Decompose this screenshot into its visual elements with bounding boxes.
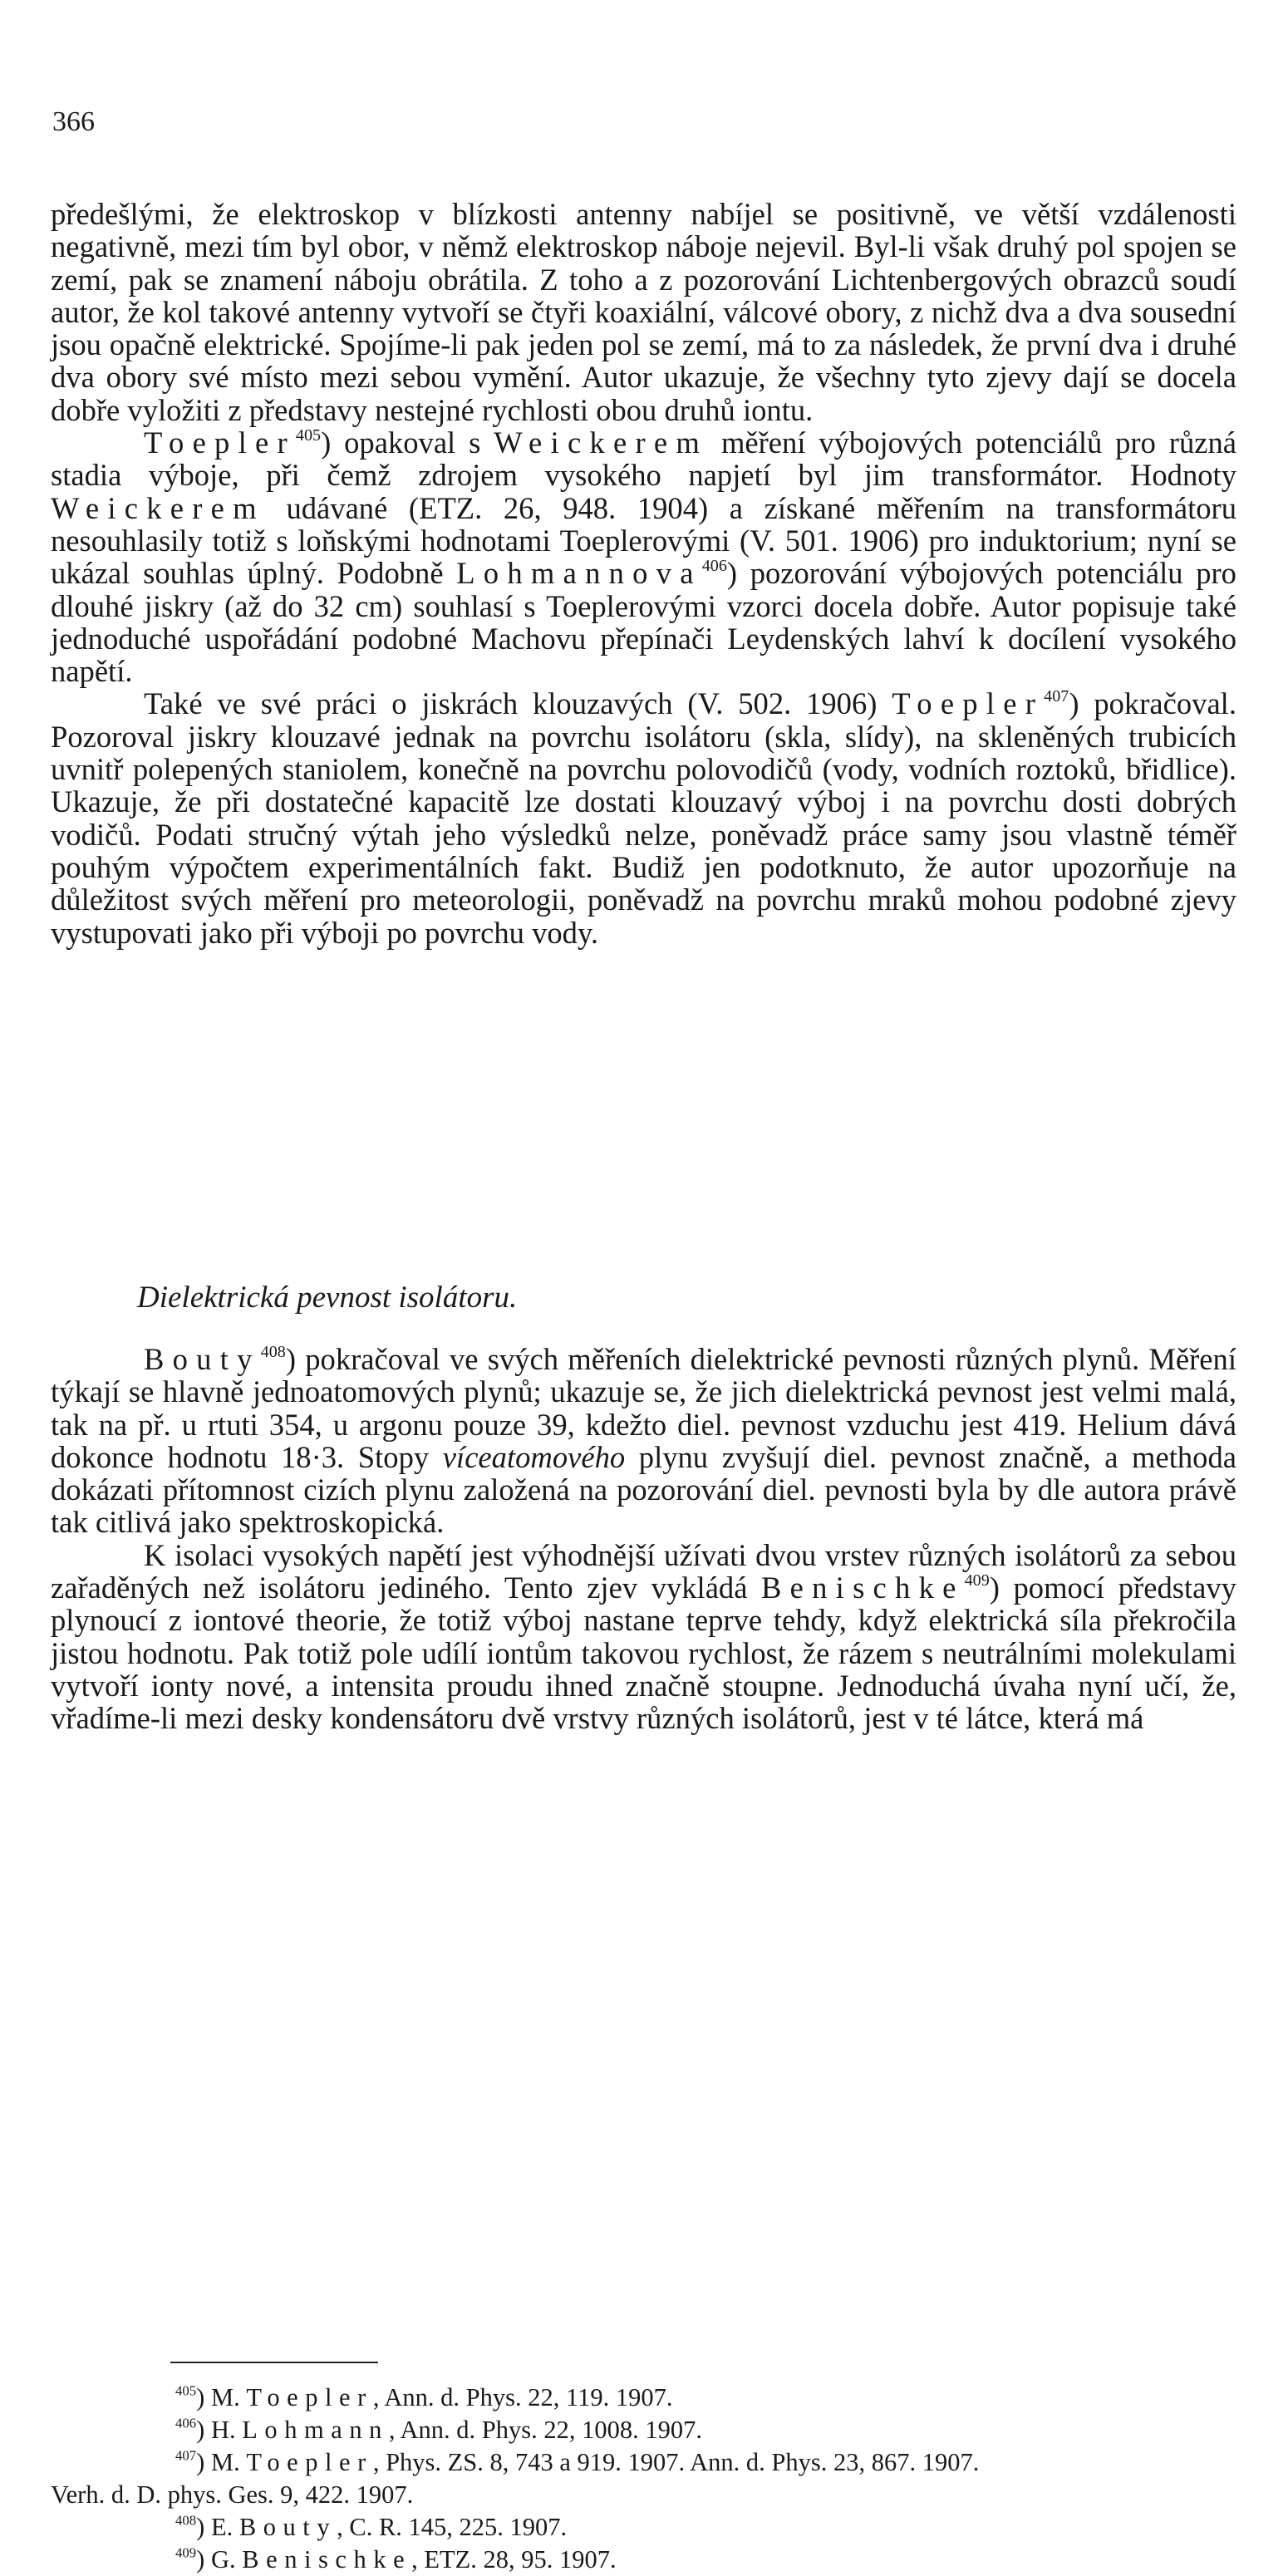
footnote-mark: 405	[175, 2382, 197, 2399]
author-name: Weickerem	[494, 425, 709, 460]
text-run: ) pozorování výbojových potenciálu pro dlouhé jiskry (až do 32 cm) souhlasí s Toeplerovými vzorci docela dobře. Autor popisuje také jednoduché uspořádání podobné Machovu přepínači Leydenských lahví k docílení vysokého napětí.	[51, 556, 1236, 689]
author-name: Toepler	[246, 2448, 373, 2476]
section-heading: Dielektrická pevnost isolátoru.	[137, 1281, 518, 1315]
author-name: Lohmannova	[456, 556, 702, 591]
footnotes	[51, 2382, 1236, 2576]
author-name: Weickerem	[51, 490, 265, 525]
paragraph-5	[51, 1539, 1236, 1735]
footnote-mark: 408	[175, 2512, 197, 2529]
text-run: ) pokračoval. Pozoroval jiskry klouzavé jednak na povrchu isolátoru (skla, slídy), na skleněných trubicích uvnitř polepených staniolem, konečně na povrchu polovodičů (vody, vodních roztoků, břidlice). Ukazuje, že při dostatečné kapacitě lze dostati klouzavý výboj i na povrchu dosti dobrých vodičů. Podati stručný výtah jeho výsledků nelze, poněvadž práce samy jsou vlastně téměř pouhým výpočtem experimentálních fakt. Budiž jen podotknuto, že autor upozorňuje na důležitost svých měření pro meteorologii, poněvadž na povrchu mraků mohou podobné zjevy vystupovati jako při výboji po povrchu vody.	[51, 686, 1236, 950]
footnote-409: $^{409}$) G. Benischke, ETZ. 28, 95. 1907.	[175, 2544, 617, 2574]
citation: , C. R. 145, 225. 1907.	[337, 2513, 568, 2541]
initial: H.	[210, 2416, 236, 2444]
page-number: 366	[52, 106, 95, 137]
text-run: udávané (ETZ. 26, 948. 1904) a získané měřením na transformátoru nesouhlasily totiž s loňskými hodnotami Toeplerovými (V. 501. 1906) pro induktorium; nyní se ukázal souhlas úplný. Podobně	[51, 490, 1236, 591]
author-name: Toepler	[892, 686, 1045, 721]
footnote-ref-408[interactable]: 408	[260, 1342, 286, 1361]
text-run: ) pomocí představy plynoucí z iontové theorie, že totiž výboj nastane teprve tehdy, když elektrická síla překročila jistou hodnotu. Pak totiž pole udílí iontům takovou rychlost, že rázem s neutrálními molekulami vytvoří ionty nové, a intensita proudu ihned značně stoupne. Jednoduchá úvaha nyní učí, že, vřadíme-li mezi desky kondensátoru dvě vrstvy různých isolátorů, jest v té látce, která má	[51, 1571, 1236, 1736]
footnote-mark: 409	[175, 2544, 197, 2561]
citation: , ETZ. 28, 95. 1907.	[411, 2545, 617, 2574]
paragraph-2	[51, 426, 1236, 687]
footnote-408: $^{408}$) E. Bouty, C. R. 145, 225. 1907.	[175, 2512, 568, 2541]
paragraph-3	[51, 687, 1236, 948]
footnote-406: $^{406}$) H. Lohmann, Ann. d. Phys. 22, 1008. 1907.	[175, 2415, 702, 2444]
text-run: ) pokračoval ve svých měřeních dielektrické pevnosti různých plynů. Měření týkají se hlavně jednoatomových plynů; ukazuje se, že jich dielektrická pevnost jest velmi malá, tak na př. u rtuti 354, u argonu pouze 39, kdežto diel. pevnost vzduchu jest 419. Helium dává dokonce hodnotu 18·3. Stopy	[51, 1342, 1236, 1474]
italic-word: víceatomového	[442, 1439, 626, 1474]
footnote-405: $^{405}$) M. Toepler, Ann. d. Phys. 22, 119. 1907.	[175, 2382, 673, 2411]
footnote-407-continued	[51, 2479, 1236, 2511]
text-run: měření výbojových potenciálů pro různá stadia výboje, při čemž zdrojem vysokého napjetí byl jim transformátor. Hodnoty	[51, 425, 1236, 493]
footnote-407: $^{407}$) M. Toepler, Phys. ZS. 8, 743 a 919. 1907. Ann. d. Phys. 23, 867. 1907.	[175, 2447, 980, 2476]
initial: G.	[210, 2545, 236, 2574]
citation: , Ann. d. Phys. 22, 119. 1907.	[372, 2383, 673, 2411]
text-run: K isolaci vysokých napětí jest výhodnější užívati dvou vrstev různých isolátorů za sebou zařaděných než isolátoru jediného. Tento zjev vykládá	[51, 1537, 1236, 1605]
citation: , Ann. d. Phys. 22, 1008. 1907.	[388, 2416, 702, 2444]
footnote-ref-405[interactable]: 405	[295, 425, 322, 445]
footnote-ref-407[interactable]: 407	[1044, 687, 1069, 706]
footnote-mark: 407	[175, 2447, 197, 2464]
text-block-1	[51, 198, 1236, 949]
footnote-rule	[170, 2362, 378, 2363]
author-name: Bouty	[238, 2513, 337, 2541]
author-name: Lohmann	[242, 2416, 389, 2444]
paragraph-4	[51, 1343, 1236, 1539]
paragraph-1: předešlými, že elektroskop v blízkosti antenny nabíjel se positivně, ve větší vzdálenosti negativně, mezi tím byl obor, v němž elektroskop náboje nejevil. Byl-li však druhý pol spojen se zemí, pak se znamení náboju obrátila. Z toho a z pozorování Lichtenbergových obrazců soudí autor, že kol takové antenny vytvoří se čtyři koaxiální, válcové obory, z nichž dva a dva sousední jsou opačně elektrické. Spojíme-li pak jeden pol se zemí, má to za následek, že první dva i druhé dva obory své místo mezi sebou vymění. Autor ukazuje, že všechny tyto zjevy dají se docela dobře vyložiti z představy nestejné rychlosti obou druhů iontu.	[51, 197, 1236, 427]
author-name: Toepler	[144, 425, 296, 460]
text-run: plynu zvyšují diel. pevnost značně, a methoda dokázati přítomnost cizích plynu založená na pozorování diel. pevnosti byla by dle autora právě tak citlivá jako spektroskopická.	[51, 1439, 1236, 1540]
citation: , Phys. ZS. 8, 743 a 919. 1907. Ann. d. Phys. 23, 867. 1907.	[372, 2448, 980, 2476]
author-name: Benischke	[242, 2545, 412, 2574]
footnote-ref-406[interactable]: 406	[701, 557, 727, 576]
author-name: Toepler	[246, 2383, 373, 2411]
text-block-2	[51, 1343, 1236, 1735]
footnote-mark: 406	[175, 2415, 197, 2431]
text-run: Také ve své práci o jiskrách klouzavých (V. 502. 1906)	[144, 686, 878, 721]
initial: E.	[210, 2513, 234, 2541]
footnote-ref-409[interactable]: 409	[964, 1571, 990, 1590]
citation: Verh. d. D. phys. Ges. 9, 422. 1907.	[51, 2480, 414, 2509]
initial: M.	[210, 2383, 240, 2411]
text-run: ) opakoval s	[321, 425, 481, 460]
initial: M.	[210, 2448, 240, 2476]
author-name: Benischke	[761, 1571, 965, 1605]
author-name: Bouty	[144, 1342, 261, 1376]
